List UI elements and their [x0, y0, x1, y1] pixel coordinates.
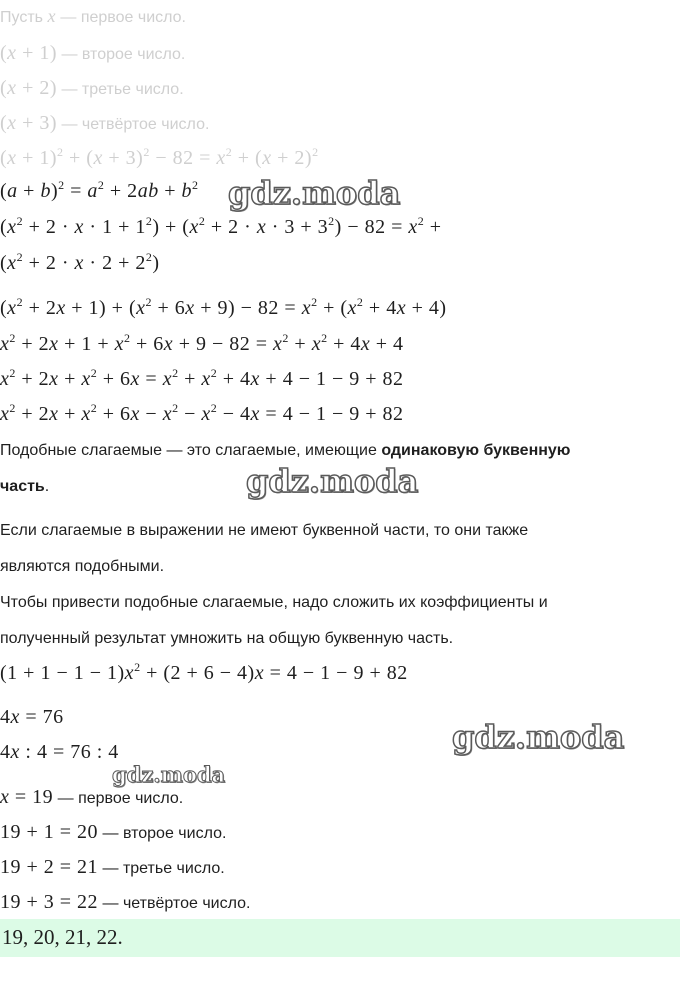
fourth-number-line [0, 112, 680, 135]
result-second [0, 821, 680, 844]
watermark-logo: gdz.moda [452, 718, 625, 756]
definition-text: Подобные слагаемые — это слагаемые, имеющие [0, 442, 382, 459]
expand-line-5: $x^2 + 2x + x^2 + 6x - x^2 - x^2 - 4x = 4 - 1 - 9 + 82$ [0, 401, 404, 425]
definition-bold: одинаковую буквенную [381, 442, 571, 459]
like-terms-definition [0, 442, 680, 460]
expand-line-1b: $(x^2 + 2 \cdot x \cdot 2 + 2^2)$ [0, 250, 160, 274]
step-4x: 4x = 76 [0, 706, 64, 728]
no-letter-rule-1: Если слагаемые в выражении не имеют буквенной части, то они также [0, 522, 529, 539]
result-first [0, 786, 680, 809]
definition-period: . [44, 478, 50, 495]
combine-rule-1: Чтобы привести подобные слагаемые, надо сложить их коэффициенты и [0, 594, 548, 611]
answer: 19, 20, 21, 22. [2, 925, 123, 949]
combine-rule-2: полученный результат умножить на общую буквенную часть. [0, 630, 454, 647]
watermark-logo: gdz.moda [228, 174, 401, 212]
third-text: — третье число. [57, 81, 184, 98]
expand-line-4: $x^2 + 2x + x^2 + 6x = x^2 + x^2 + 4x + 4 - 1 - 9 + 82$ [0, 366, 404, 390]
fourth-text: — четвёртое число. [57, 116, 210, 133]
result-third-expr: 19 + 2 = 21 [0, 856, 99, 878]
result-first-expr: x = 19 [0, 786, 54, 808]
expand-line-3: $x^2 + 2x + 1 + x^2 + 6x + 9 - 82 = x^2 + x^2 + 4x + 4$ [0, 331, 404, 355]
watermark-logo: gdz.moda [246, 462, 419, 500]
let-x-line [0, 6, 680, 27]
definition-bold-2: часть [0, 478, 45, 495]
third-number-line [0, 77, 680, 100]
collect-terms: $(1 + 1 - 1 - 1)x^2 + (2 + 6 - 4)x = 4 - 1 - 9 + 82$ [0, 660, 408, 684]
result-fourth [0, 891, 680, 914]
no-letter-rule-2: являются подобными. [0, 558, 165, 575]
result-third [0, 856, 680, 879]
result-second-expr: 19 + 1 = 20 [0, 821, 99, 843]
fourth-expr: (x + 3) [0, 112, 58, 134]
second-number-line [0, 42, 680, 65]
expand-line-1a: $(x^2 + 2 \cdot x \cdot 1 + 1^2) + (x^2 + 2 \cdot x \cdot 3 + 3^2) - 82 = x^2$ + [0, 214, 442, 238]
result-third-text: — третье число. [98, 860, 225, 877]
second-text: — второе число. [57, 46, 186, 63]
result-second-text: — второе число. [98, 825, 227, 842]
second-expr: (x + 1) [0, 42, 58, 64]
result-first-text: — первое число. [53, 790, 184, 807]
equation-line: $(x + 1)^2 + (x + 3)^2 - 82 = x^2 + (x + 2)^2$ [0, 145, 319, 169]
step-divide: 4x : 4 = 76 : 4 [0, 741, 119, 763]
let-suffix: — первое число. [55, 9, 186, 26]
var-x: x [47, 6, 56, 26]
result-fourth-text: — четвёртое число. [98, 895, 251, 912]
watermark-logo-small: gdz.moda [112, 762, 226, 787]
expand-line-2: $(x^2 + 2x + 1) + (x^2 + 6x + 9) - 82 = x^2 + (x^2 + 4x + 4)$ [0, 295, 447, 319]
result-fourth-expr: 19 + 3 = 22 [0, 891, 99, 913]
let-prefix: Пусть [0, 9, 48, 26]
square-formula: $(a + b)^2 = a^2 + 2ab + b^2$ [0, 178, 199, 202]
third-expr: (x + 2) [0, 77, 58, 99]
